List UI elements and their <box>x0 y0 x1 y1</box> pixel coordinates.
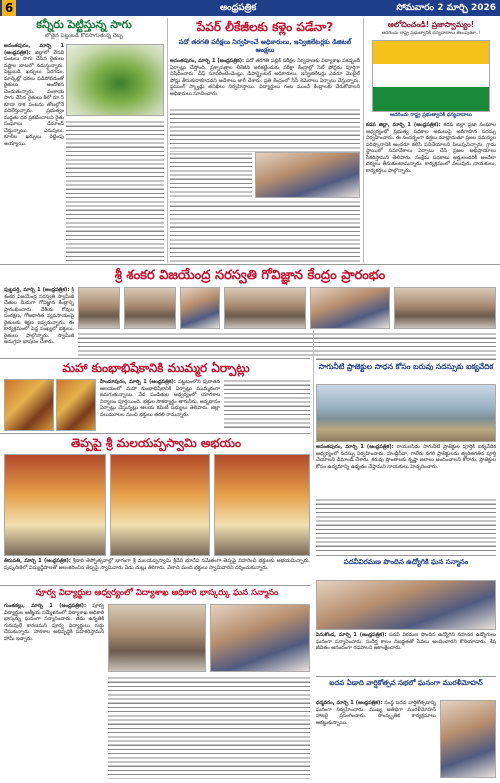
a7-body-text: రాయలసీమ సాగునీటి ప్రాజెక్టుల పూర్తికి ఐక్యవేదిక ఆధ్వర్యంలో సదస్సు నిర్వహించారు. హంద్రీనీవా, గాలేరు నగరి ప్రాజెక్టులను త్వరితగతిన పూర్తి చేయాలని డిమాండ్ చేశారు. కరువు ప్రాంతాలకు కృష్ణా జలాలు అందించాలని కోరారు. ప్రాజెక్టుల కోసం ఉద్యమాన్ని ఉధృతం చేస్తామని నాయకులు హెచ్చరించారు. <box>316 444 496 470</box>
a10-photo-2 <box>210 604 310 672</box>
section-divider <box>316 676 496 677</box>
a11-body-text: సంస్థ ఐదవ వార్షికోత్సవాన్ని ఘనంగా నిర్వహించారు. ముఖ్య అతిథిగా మురళీమోహన్ హాజరై ప్రసంగించారు. సాంస్కృతిక కార్యక్రమాలు ఆకట్టుకున్నాయి. <box>316 700 436 726</box>
deity-photo-3 <box>214 454 310 556</box>
a1-body: జిల్లాలో వేసవి పంటలు సాగు చేసిన రైతులు నష్టాల బాటలో నడుస్తున్నారు. పెట్టుబడి ఖర్చులు పెరగడం, మార్కెట్లో ధరలు పడిపోవడంతో రైతులు ఆందోళన చెందుతున్నారు. వంకాయ సాగు చేసిన రైతులు కిలో రూ.5 కూడా రాక పంటను తోటల్లోనే వదిలేస్తున్నారు. ప్రభుత్వం మద్దతు ధర ప్రకటించాలని రైతు సంఘాలు డిమాండ్ చేస్తున్నాయి. ఎరువులు, కూలీల ఖర్చులు రెట్టింపు అయ్యాయి. <box>4 49 64 147</box>
a5-dateline: హిందూపురం, మార్చి 1 (ఆంధ్రపత్రిక): <box>100 379 176 385</box>
a1-body-col2 <box>66 120 164 261</box>
a2-subheadline: పదో తరగతి పరీక్షలు నిర్వహించే అధికారులు, ఇన్విజిలేటర్లకు డిజిటల్ ఆంక్షలు <box>178 38 352 54</box>
a10-photo-1 <box>108 604 206 672</box>
a3-banner: ఆదరించు రాష్ట్ర ప్రభుత్వానికి ధన్యవాదాలు <box>390 112 472 118</box>
deity-photo-1 <box>4 454 106 556</box>
a1-body-col1 <box>4 43 64 261</box>
a8-body <box>4 558 310 582</box>
a5-body-text: పట్టణంలోని పురాతన ఆలయంలో మహా కుంభాభిషేకానికి ఏర్పాట్లు ముమ్మరంగా జరుగుతున్నాయి. వేద పండితుల ఆధ్వర్యంలో యాగశాల నిర్మాణం పూర్తయింది. భక్తుల సౌకర్యార్థం తాగునీరు, అన్నదానం ఏర్పాట్లు చేస్తున్నట్లు ఆలయ కమిటీ సభ్యులు తెలిపారు. జిల్లా నలుమూలల నుంచి భక్తులు తరలి రానున్నారు. <box>100 379 220 418</box>
issue-date: సోమవారం 2 మార్చి 2026 <box>396 3 496 13</box>
column-divider <box>167 18 168 263</box>
column-divider <box>313 330 314 460</box>
a8-headline: తెప్పపై శ్రీ మలయప్పస్వామి అభయం <box>70 436 242 450</box>
a7-dateline: అనంతపురం, మార్చి 1 (ఆంధ్రపత్రిక): <box>316 444 394 450</box>
a3-subheadline: ఆదరించు రాష్ట్ర ప్రభుత్వానికి ధన్యవాదాలు తెలుపుతూ..! <box>381 31 481 36</box>
a7-body <box>316 444 496 498</box>
a2-body: పదో తరగతి పబ్లిక్ పరీక్షల నిర్వహణకు విద్యాశాఖ పకడ్బందీ ఏర్పాట్లు చేస్తోంది. ప్రశ్నాపత్రాల లీకేజీని అరికట్టేందుకు పరీక్షా కేంద్రాల్లో సెల్ ఫోన్లను పూర్తిగా నిషేధించారు. చీఫ్ సూపరింటెండెంట్లు, డిపార్ట్మెంటల్ అధికారులు, ఇన్విజిలేటర్లు ఎవరూ మొబైల్ ఫోన్లు తీసుకురాకూడదని ఆదేశాలు జారీ చేశారు. ప్రతి కేంద్రంలో సీసీ కెమెరాలు ఏర్పాటు చేస్తున్నారు. ఫ్లయింగ్ స్క్వాడ్లు తనిఖీలు నిర్వహిస్తాయి. విద్యార్థులు గంట ముందే కేంద్రాలకు చేరుకోవాలని అధికారులు సూచించారు. <box>170 58 360 97</box>
a5-body <box>100 379 220 431</box>
a7-headline: సాగునీటి ప్రాజెక్టుల సాధన కోసం బరువు సదస్సుకు ఐక్యవేదిక <box>318 362 494 371</box>
a4-body-text: శ్రీ శంకర విజయేంద్ర సరస్వతి స్వామీజీ చేతుల మీదుగా గోవిజ్ఞాన కేంద్రాన్ని ప్రారంభించారు. దేశీయ గోవుల సంరక్షణ, గోఆధారిత వ్యవసాయంపై రైతులకు శిక్షణ ఇవ్వనున్నారు. ఈ కార్యక్రమంలో పెద్ద సంఖ్యలో భక్తులు, రైతులు పాల్గొన్నారు. స్వామీజీ అనుగ్రహ భాషణం చేశారు. <box>4 287 74 345</box>
a2-photo <box>255 152 360 198</box>
a3-headline: ఆలోచించండి! ప్రజాస్వామ్యం! <box>387 20 475 29</box>
a10-body-cont <box>108 676 310 779</box>
a5-body-cont <box>224 379 310 431</box>
a8-body-text: శ్రీవారి తెప్పోత్సవాల్లో భాగంగా శ్రీ మలయప్పస్వామి శ్రీదేవి భూదేవి సమేతంగా తెప్పపై విహరించి భక్తులకు అభయమిచ్చారు. పుష్కరిణిలో విద్యుద్దీపాలతో అలంకరించిన తెప్పపై స్వామివారు ఏడు చుట్లు తిరిగారు. వేలాది మంది భక్తులు స్వామివారిని దర్శించుకున్నారు. <box>4 558 310 571</box>
a4-photo-3 <box>180 287 220 329</box>
column-divider <box>363 18 364 263</box>
a4-photo-5 <box>310 287 390 329</box>
a9-body <box>316 632 496 674</box>
page-header <box>0 0 500 16</box>
party-flag-photo <box>372 40 490 112</box>
a3-dateline: కడప జిల్లా, మార్చి 1 (ఆంధ్రపత్రిక): <box>366 122 441 128</box>
page-number: 6 <box>2 0 16 16</box>
a9-body-text: పదవీ విరమణ పొందిన ఉద్యోగిని సహచర ఉద్యోగులు ఘనంగా సన్మానించారు. సుదీర్ఘ కాలం నిబద్ధతతో సేవలు అందించారని కొనియాడారు. శేష జీవితం ఆనందంగా గడపాలని ఆకాంక్షించారు. <box>316 632 496 651</box>
a1-subheadline: లోతైన పెట్టుబడి కొనసాగుతున్న దెబ్బ <box>45 33 123 39</box>
section-divider <box>0 433 310 434</box>
eggplant-photo <box>66 44 164 116</box>
reservoir-photo <box>316 384 496 442</box>
section-divider <box>316 555 496 556</box>
a2-body-tail <box>170 200 360 262</box>
a9-headline: పదవీవిరమణ పొందిన ఉద్యోగికి ఘన సన్మానం <box>343 558 469 566</box>
a4-body <box>4 287 74 355</box>
newspaper-brand: ఆంధ్రపత్రిక <box>220 3 257 13</box>
a4-photo-4 <box>224 287 306 329</box>
a6-lead <box>316 332 496 362</box>
a4-dateline: పుట్టపర్తి, మార్చి 1 (ఆంధ్రపత్రిక): <box>4 287 70 293</box>
a5-photo-2 <box>56 379 96 431</box>
a2-headline: పేపర్ లీకేజీలకు కళ్లెం పడేనా? <box>196 20 334 34</box>
deity-photo-2 <box>110 454 210 556</box>
a4-headline: శ్రీ శంకర విజయేంద్ర సరస్వతి గోవిజ్ఞాన కేంద్రం ప్రారంభం <box>114 268 386 283</box>
a8-dateline: తిరుపతి, మార్చి 1 (ఆంధ్రపత్రిక): <box>4 558 71 564</box>
section-divider <box>0 585 310 586</box>
a1-headline: కన్నీరు పెట్టిస్తున్న సాగు <box>36 18 132 31</box>
section-divider <box>0 358 310 359</box>
a9-dateline: పెనుకొండ, మార్చి 1 (ఆంధ్రపత్రిక): <box>316 632 387 638</box>
a4-photo-6 <box>394 287 496 329</box>
a11-body <box>316 700 436 780</box>
section-divider <box>0 264 500 265</box>
a4-photo-1 <box>78 287 120 329</box>
a11-headline: ఐదవ ఏడాది వార్షికోత్సవ సభలో ఘనంగా మురళీమోహన్ <box>329 679 483 687</box>
a2-body-lead <box>170 58 360 108</box>
a10-body-text: పూర్వ విద్యార్థుల ఆత్మీయ సమ్మేళనంలో విద్యాశాఖ అధికారి భాస్కర్ను ఘనంగా సన్మానించారు. తమ ఉన్నతికి గురువులే కారణమని పూర్వ విద్యార్థులు గుర్తు చేసుకున్నారు. పాఠశాల అభివృద్ధికి సహకరిస్తామని హామీ ఇచ్చారు. <box>4 603 104 642</box>
a11-dateline: ధర్మవరం, మార్చి 1 (ఆంధ్రపత్రిక): <box>316 700 383 706</box>
a4-photo-2 <box>124 287 176 329</box>
a11-portrait-photo <box>440 700 496 778</box>
a2-body-cont <box>170 108 360 152</box>
a10-body <box>4 603 104 779</box>
a7-body-cont <box>316 498 496 552</box>
felicitation-photo <box>316 580 496 630</box>
a10-dateline: గుంతకల్లు, మార్చి 1 (ఆంధ్రపత్రిక): <box>4 603 86 609</box>
a1-dateline: అనంతపురం, మార్చి 1 (ఆంధ్రపత్రిక): <box>4 43 64 56</box>
a2-body-side <box>170 152 252 198</box>
a3-body <box>366 122 496 262</box>
a2-dateline: అనంతపురం, మార్చి 1 (ఆంధ్రపత్రిక): <box>170 58 245 64</box>
a10-headline: పూర్వ విద్యార్థుల ఆధ్వర్యంలో విద్యాశాఖ అధికారి భాస్కర్కు ఘన సన్మానం <box>35 588 279 598</box>
a3-body-text: కడప జిల్లా ప్రజా సంఘాల ఆధ్వర్యంలో ప్రభుత్వ పథకాల అమలుపై అవగాహన సదస్సు నిర్వహించారు. ఈ సందర్భంగా వక్తలు మాట్లాడుతూ ప్రజల సమస్యల పరిష్కారానికి అందరూ కలిసి పనిచేయాలని పిలుపునిచ్చారు. గ్రామ స్థాయిలో సమావేశాలు ఏర్పాటు చేసి ప్రజల అభిప్రాయాలు సేకరిస్తామని తెలిపారు. సంక్షేమ పథకాలు అర్హులందరికీ అందేలా చర్యలు తీసుకుంటామన్నారు. కార్యక్రమంలో పలువురు నాయకులు, కార్యకర్తలు పాల్గొన్నారు. <box>366 122 496 174</box>
a5-photo-1 <box>4 379 54 431</box>
a5-headline: మహా కుంభాభిషేకానికి ముమ్మర ఏర్పాట్లు <box>62 361 250 375</box>
